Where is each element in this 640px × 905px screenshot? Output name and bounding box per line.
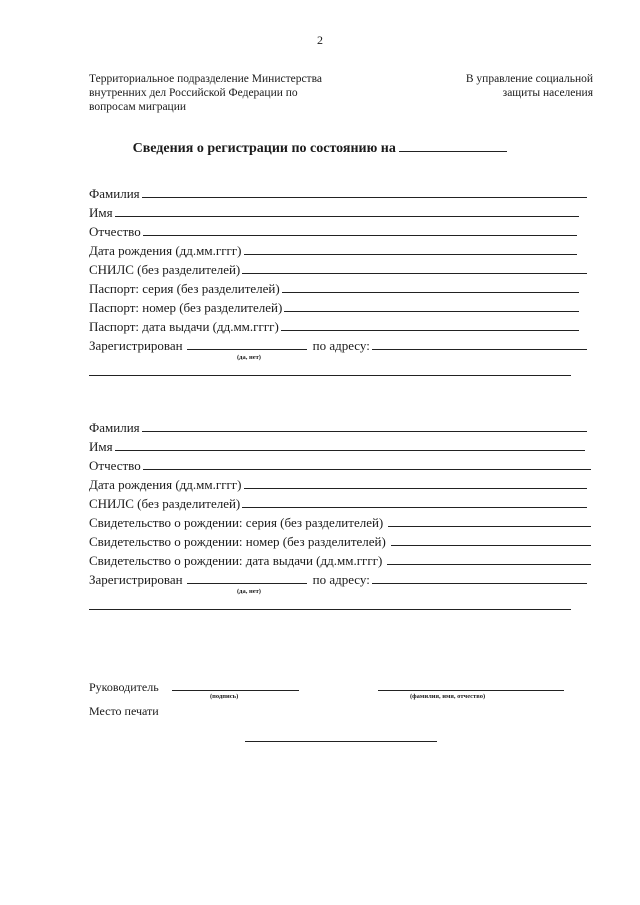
s1-field-registered[interactable] (89, 337, 587, 355)
field-label: Свидетельство о рождении: дата выдачи (дд.мм.гггг) (89, 553, 383, 568)
s2-field-surname[interactable] (89, 419, 587, 437)
header-right-line: В управление социальной (465, 73, 593, 85)
field-label: Отчество (89, 458, 141, 473)
s2-field-birthdate[interactable] (89, 476, 587, 494)
field-label: Имя (89, 205, 113, 220)
field-line[interactable] (143, 457, 591, 470)
field-label: Фамилия (89, 420, 140, 435)
field-line[interactable] (142, 419, 587, 432)
field-line[interactable] (387, 552, 591, 565)
date-blank[interactable] (399, 138, 507, 152)
field-label: Паспорт: серия (без разделителей) (89, 281, 280, 296)
registered-note: (да, нет) (237, 354, 261, 361)
field-line[interactable] (244, 476, 587, 489)
s1-field-surname[interactable] (89, 185, 587, 203)
s1-field-snils[interactable] (89, 261, 587, 279)
registered-line[interactable] (187, 337, 307, 350)
field-label: Фамилия (89, 186, 140, 201)
header-left (89, 72, 359, 114)
address-continuation-line[interactable] (89, 375, 571, 376)
signature-note: (подпись) (210, 693, 239, 700)
s1-field-passport-number[interactable] (89, 299, 579, 317)
field-label: Свидетельство о рождении: серия (без разделителей) (89, 515, 384, 530)
field-label: СНИЛС (без разделителей) (89, 262, 241, 277)
bottom-line[interactable] (245, 741, 437, 742)
name-note: (фамилия, имя, отчество) (410, 693, 486, 700)
field-label: Дата рождения (дд.мм.гггг) (89, 477, 242, 492)
address-continuation-line[interactable] (89, 609, 571, 610)
address-label: по адресу: (312, 572, 370, 587)
signature-line[interactable] (172, 690, 299, 691)
registered-label: Зарегистрирован (89, 572, 183, 587)
s1-field-patronymic[interactable] (89, 223, 577, 241)
page-number: 2 (317, 33, 323, 47)
field-label: Паспорт: дата выдачи (дд.мм.гггг) (89, 319, 279, 334)
form-title-text: Сведения о регистрации по состоянию на (132, 141, 396, 156)
field-line[interactable] (242, 495, 587, 508)
field-line[interactable] (143, 223, 577, 236)
address-line[interactable] (372, 337, 587, 350)
form-title (0, 138, 640, 157)
field-line[interactable] (388, 514, 591, 527)
header-left-line: вопросам миграции (89, 101, 187, 113)
head-label: Руководитель (89, 680, 159, 694)
registered-line[interactable] (187, 571, 307, 584)
header-left-line: внутренних дел Российской Федерации по (89, 87, 298, 99)
s1-field-passport-series[interactable] (89, 280, 579, 298)
stamp-label: Место печати (89, 704, 159, 718)
field-label: СНИЛС (без разделителей) (89, 496, 241, 511)
header-right (353, 72, 593, 100)
field-line[interactable] (115, 438, 585, 451)
s2-field-cert-number[interactable] (89, 533, 591, 551)
field-label: Имя (89, 439, 113, 454)
field-line[interactable] (244, 242, 577, 255)
s1-field-birthdate[interactable] (89, 242, 577, 260)
field-label: Паспорт: номер (без разделителей) (89, 300, 283, 315)
registered-label: Зарегистрирован (89, 338, 183, 353)
s2-field-patronymic[interactable] (89, 457, 591, 475)
s2-field-registered[interactable] (89, 571, 587, 589)
field-line[interactable] (242, 261, 587, 274)
field-line[interactable] (281, 318, 579, 331)
s2-field-cert-date[interactable] (89, 552, 591, 570)
field-line[interactable] (115, 204, 579, 217)
address-line[interactable] (372, 571, 587, 584)
s2-field-snils[interactable] (89, 495, 587, 513)
field-label: Дата рождения (дд.мм.гггг) (89, 243, 242, 258)
registered-note: (да, нет) (237, 588, 261, 595)
name-line[interactable] (378, 690, 564, 691)
header-left-line: Территориальное подразделение Министерства (89, 73, 322, 85)
header-right-line: защиты населения (502, 87, 593, 99)
s1-field-name[interactable] (89, 204, 579, 222)
s2-field-name[interactable] (89, 438, 585, 456)
field-line[interactable] (391, 533, 591, 546)
field-line[interactable] (282, 280, 579, 293)
s1-field-passport-date[interactable] (89, 318, 579, 336)
address-label: по адресу: (312, 338, 370, 353)
field-label: Свидетельство о рождении: номер (без разделителей) (89, 534, 386, 549)
field-line[interactable] (284, 299, 579, 312)
s2-field-cert-series[interactable] (89, 514, 591, 532)
field-label: Отчество (89, 224, 141, 239)
field-line[interactable] (142, 185, 587, 198)
